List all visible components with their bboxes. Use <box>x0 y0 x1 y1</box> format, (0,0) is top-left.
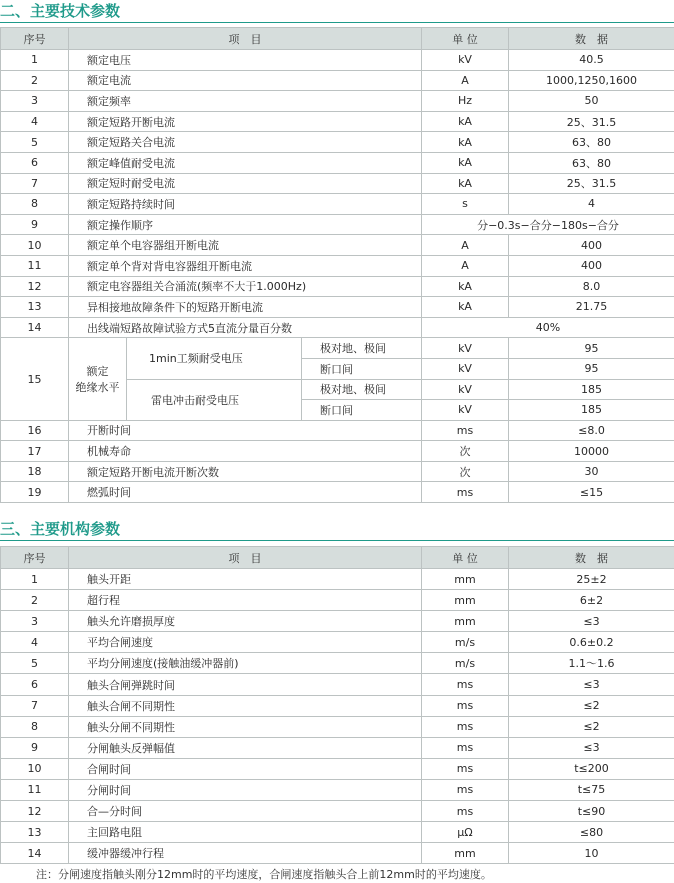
row-item: 分闸时间 <box>69 779 422 800</box>
table-row <box>1 70 674 91</box>
header-unit: 单 位 <box>422 28 509 50</box>
table-row <box>1 822 674 843</box>
table-row <box>1 801 674 822</box>
row-number: 19 <box>1 482 69 503</box>
table-row <box>1 632 674 653</box>
table-row <box>1 255 674 276</box>
table-row <box>1 420 674 441</box>
row-number: 10 <box>1 235 69 256</box>
table-row <box>1 569 674 590</box>
row-number: 13 <box>1 297 69 318</box>
row-value: t≤200 <box>509 758 674 779</box>
row-number: 8 <box>1 716 69 737</box>
row-value: ≤8.0 <box>509 420 674 441</box>
row-value: 4 <box>509 194 674 215</box>
row-value: ≤3 <box>509 674 674 695</box>
row-number: 6 <box>1 674 69 695</box>
row-number: 18 <box>1 461 69 482</box>
row-number: 10 <box>1 758 69 779</box>
row-item: 平均合闸速度 <box>69 632 422 653</box>
row-number: 11 <box>1 255 69 276</box>
row-item: 额定频率 <box>69 91 422 112</box>
row-item: 主回路电阻 <box>69 822 422 843</box>
row-item: 额定短路开断电流 <box>69 111 422 132</box>
row-number: 17 <box>1 441 69 462</box>
insulation-part: 断口间 <box>302 400 422 421</box>
row-unit: A <box>422 235 509 256</box>
row-item: 触头分闸不同期性 <box>69 716 422 737</box>
section-rule <box>0 22 674 23</box>
row-value: 分−0.3s−合分−180s−合分 <box>422 214 674 235</box>
table-row <box>1 173 674 194</box>
row-number: 12 <box>1 276 69 297</box>
table-row <box>1 758 674 779</box>
row-item: 分闸触头反弹幅值 <box>69 737 422 758</box>
row-value: 10000 <box>509 441 674 462</box>
row-number: 2 <box>1 590 69 611</box>
header-item: 项 目 <box>69 547 422 569</box>
table-row <box>1 235 674 256</box>
row-unit: ms <box>422 737 509 758</box>
row-number: 7 <box>1 173 69 194</box>
table-row <box>1 276 674 297</box>
row-unit: ms <box>422 695 509 716</box>
row-unit: ms <box>422 758 509 779</box>
row-value: 185 <box>509 400 674 421</box>
row-unit: kV <box>422 400 509 421</box>
row-value: 1000,1250,1600 <box>509 70 674 91</box>
row-item: 额定单个电容器组开断电流 <box>69 235 422 256</box>
row-unit: ms <box>422 801 509 822</box>
row-number: 5 <box>1 132 69 153</box>
row-unit: kV <box>422 338 509 359</box>
row-item: 触头开距 <box>69 569 422 590</box>
row-value: ≤3 <box>509 737 674 758</box>
table-row <box>1 338 674 359</box>
row-number: 9 <box>1 737 69 758</box>
insulation-sub-label: 1min工频耐受电压 <box>127 338 302 379</box>
row-value: 40.5 <box>509 50 674 71</box>
row-item: 额定电容器组关合涌流(频率不大于1.000Hz) <box>69 276 422 297</box>
row-value: 25、31.5 <box>509 111 674 132</box>
group-label-line: 额定 <box>86 365 109 378</box>
row-number: 4 <box>1 632 69 653</box>
row-unit: A <box>422 255 509 276</box>
row-item: 触头合闸弹跳时间 <box>69 674 422 695</box>
row-value: 1.1～1.6 <box>509 653 674 674</box>
row-item: 触头允许磨损厚度 <box>69 611 422 632</box>
row-unit: 次 <box>422 461 509 482</box>
row-value: ≤2 <box>509 695 674 716</box>
row-item: 燃弧时间 <box>69 482 422 503</box>
table-row <box>1 674 674 695</box>
row-number: 2 <box>1 70 69 91</box>
row-value: 400 <box>509 255 674 276</box>
row-unit: ms <box>422 674 509 695</box>
row-value: t≤75 <box>509 779 674 800</box>
table-row <box>1 91 674 112</box>
header-no: 序号 <box>1 28 69 50</box>
footnote: 注：分闸速度指触头刚分12mm时的平均速度，合闸速度指触头合上前12mm时的平均速度。 <box>36 868 492 881</box>
group-label-line: 绝缘水平 <box>75 381 120 394</box>
section-title-technical: 二、主要技术参数 <box>0 2 121 20</box>
row-unit: ms <box>422 420 509 441</box>
row-value: 30 <box>509 461 674 482</box>
table-row <box>1 297 674 318</box>
row-item: 合闸时间 <box>69 758 422 779</box>
row-item: 开断时间 <box>69 420 422 441</box>
row-number: 15 <box>1 338 69 420</box>
row-unit: kA <box>422 173 509 194</box>
row-number: 16 <box>1 420 69 441</box>
row-unit: m/s <box>422 632 509 653</box>
row-unit: ms <box>422 482 509 503</box>
row-number: 1 <box>1 569 69 590</box>
row-unit: kA <box>422 132 509 153</box>
row-value: 10 <box>509 843 674 864</box>
table-row <box>1 590 674 611</box>
row-item: 额定峰值耐受电流 <box>69 152 422 173</box>
table-row <box>1 132 674 153</box>
table-row <box>1 441 674 462</box>
row-number: 12 <box>1 801 69 822</box>
table-row <box>1 152 674 173</box>
row-number: 9 <box>1 214 69 235</box>
table-row <box>1 50 674 71</box>
table-row <box>1 716 674 737</box>
row-unit: mm <box>422 590 509 611</box>
row-number: 8 <box>1 194 69 215</box>
row-unit: μΩ <box>422 822 509 843</box>
table-row <box>1 482 674 503</box>
row-unit: ms <box>422 716 509 737</box>
row-unit: m/s <box>422 653 509 674</box>
row-item: 超行程 <box>69 590 422 611</box>
row-value: 50 <box>509 91 674 112</box>
row-item: 额定短路开断电流开断次数 <box>69 461 422 482</box>
row-item: 额定短时耐受电流 <box>69 173 422 194</box>
row-number: 1 <box>1 50 69 71</box>
row-value: 40% <box>422 317 674 338</box>
header-no: 序号 <box>1 547 69 569</box>
row-item: 合—分时间 <box>69 801 422 822</box>
row-unit: mm <box>422 569 509 590</box>
row-value: 25、31.5 <box>509 173 674 194</box>
row-unit: kA <box>422 276 509 297</box>
row-value: ≤3 <box>509 611 674 632</box>
insulation-sub-label: 雷电冲击耐受电压 <box>127 379 302 420</box>
row-item: 额定电流 <box>69 70 422 91</box>
row-value: 6±2 <box>509 590 674 611</box>
row-unit: Hz <box>422 91 509 112</box>
row-unit: kA <box>422 152 509 173</box>
row-unit: kV <box>422 358 509 379</box>
row-item: 平均分闸速度(接触油缓冲器前) <box>69 653 422 674</box>
table-header-row <box>1 28 674 50</box>
row-unit: kV <box>422 50 509 71</box>
row-number: 13 <box>1 822 69 843</box>
row-number: 3 <box>1 91 69 112</box>
row-number: 14 <box>1 317 69 338</box>
row-number: 5 <box>1 653 69 674</box>
table-row <box>1 111 674 132</box>
row-item: 额定单个背对背电容器组开断电流 <box>69 255 422 276</box>
table-row <box>1 737 674 758</box>
row-number: 4 <box>1 111 69 132</box>
row-unit: mm <box>422 611 509 632</box>
insulation-group-label <box>69 338 127 420</box>
insulation-part: 极对地、极间 <box>302 379 422 400</box>
table-row <box>1 843 674 864</box>
table-header-row <box>1 547 674 569</box>
row-value: 63、80 <box>509 152 674 173</box>
header-value: 数 据 <box>509 547 674 569</box>
row-value: 25±2 <box>509 569 674 590</box>
header-unit: 单 位 <box>422 547 509 569</box>
row-value: 21.75 <box>509 297 674 318</box>
table-row <box>1 194 674 215</box>
row-item: 异相接地故障条件下的短路开断电流 <box>69 297 422 318</box>
table-row <box>1 779 674 800</box>
row-item: 额定短路持续时间 <box>69 194 422 215</box>
row-value: ≤80 <box>509 822 674 843</box>
row-unit: 次 <box>422 441 509 462</box>
row-unit: s <box>422 194 509 215</box>
row-unit: ms <box>422 779 509 800</box>
header-item: 项 目 <box>69 28 422 50</box>
row-item: 机械寿命 <box>69 441 422 462</box>
row-value: 95 <box>509 358 674 379</box>
row-value: ≤15 <box>509 482 674 503</box>
row-number: 7 <box>1 695 69 716</box>
table-row <box>1 695 674 716</box>
row-number: 6 <box>1 152 69 173</box>
row-unit: A <box>422 70 509 91</box>
table-row <box>1 611 674 632</box>
table-row <box>1 214 674 235</box>
section-title-mechanism: 三、主要机构参数 <box>0 520 121 538</box>
table-row <box>1 461 674 482</box>
table-row <box>1 653 674 674</box>
row-number: 3 <box>1 611 69 632</box>
table-row <box>1 317 674 338</box>
row-value: 0.6±0.2 <box>509 632 674 653</box>
row-item: 出线端短路故障试验方式5直流分量百分数 <box>69 317 422 338</box>
row-value: 185 <box>509 379 674 400</box>
row-value: t≤90 <box>509 801 674 822</box>
row-unit: kA <box>422 111 509 132</box>
insulation-part: 断口间 <box>302 358 422 379</box>
header-value: 数 据 <box>509 28 674 50</box>
row-unit: mm <box>422 843 509 864</box>
mechanism-params-table <box>0 546 674 864</box>
row-item: 缓冲器缓冲行程 <box>69 843 422 864</box>
row-value: 8.0 <box>509 276 674 297</box>
row-unit: kV <box>422 379 509 400</box>
row-value: 95 <box>509 338 674 359</box>
row-value: ≤2 <box>509 716 674 737</box>
row-number: 14 <box>1 843 69 864</box>
row-item: 额定短路关合电流 <box>69 132 422 153</box>
insulation-part: 极对地、极间 <box>302 338 422 359</box>
row-item: 额定电压 <box>69 50 422 71</box>
row-item: 额定操作顺序 <box>69 214 422 235</box>
row-value: 400 <box>509 235 674 256</box>
section-rule <box>0 540 674 541</box>
row-item: 触头合闸不同期性 <box>69 695 422 716</box>
row-unit: kA <box>422 297 509 318</box>
row-value: 63、80 <box>509 132 674 153</box>
row-number: 11 <box>1 779 69 800</box>
technical-params-table <box>0 27 674 503</box>
